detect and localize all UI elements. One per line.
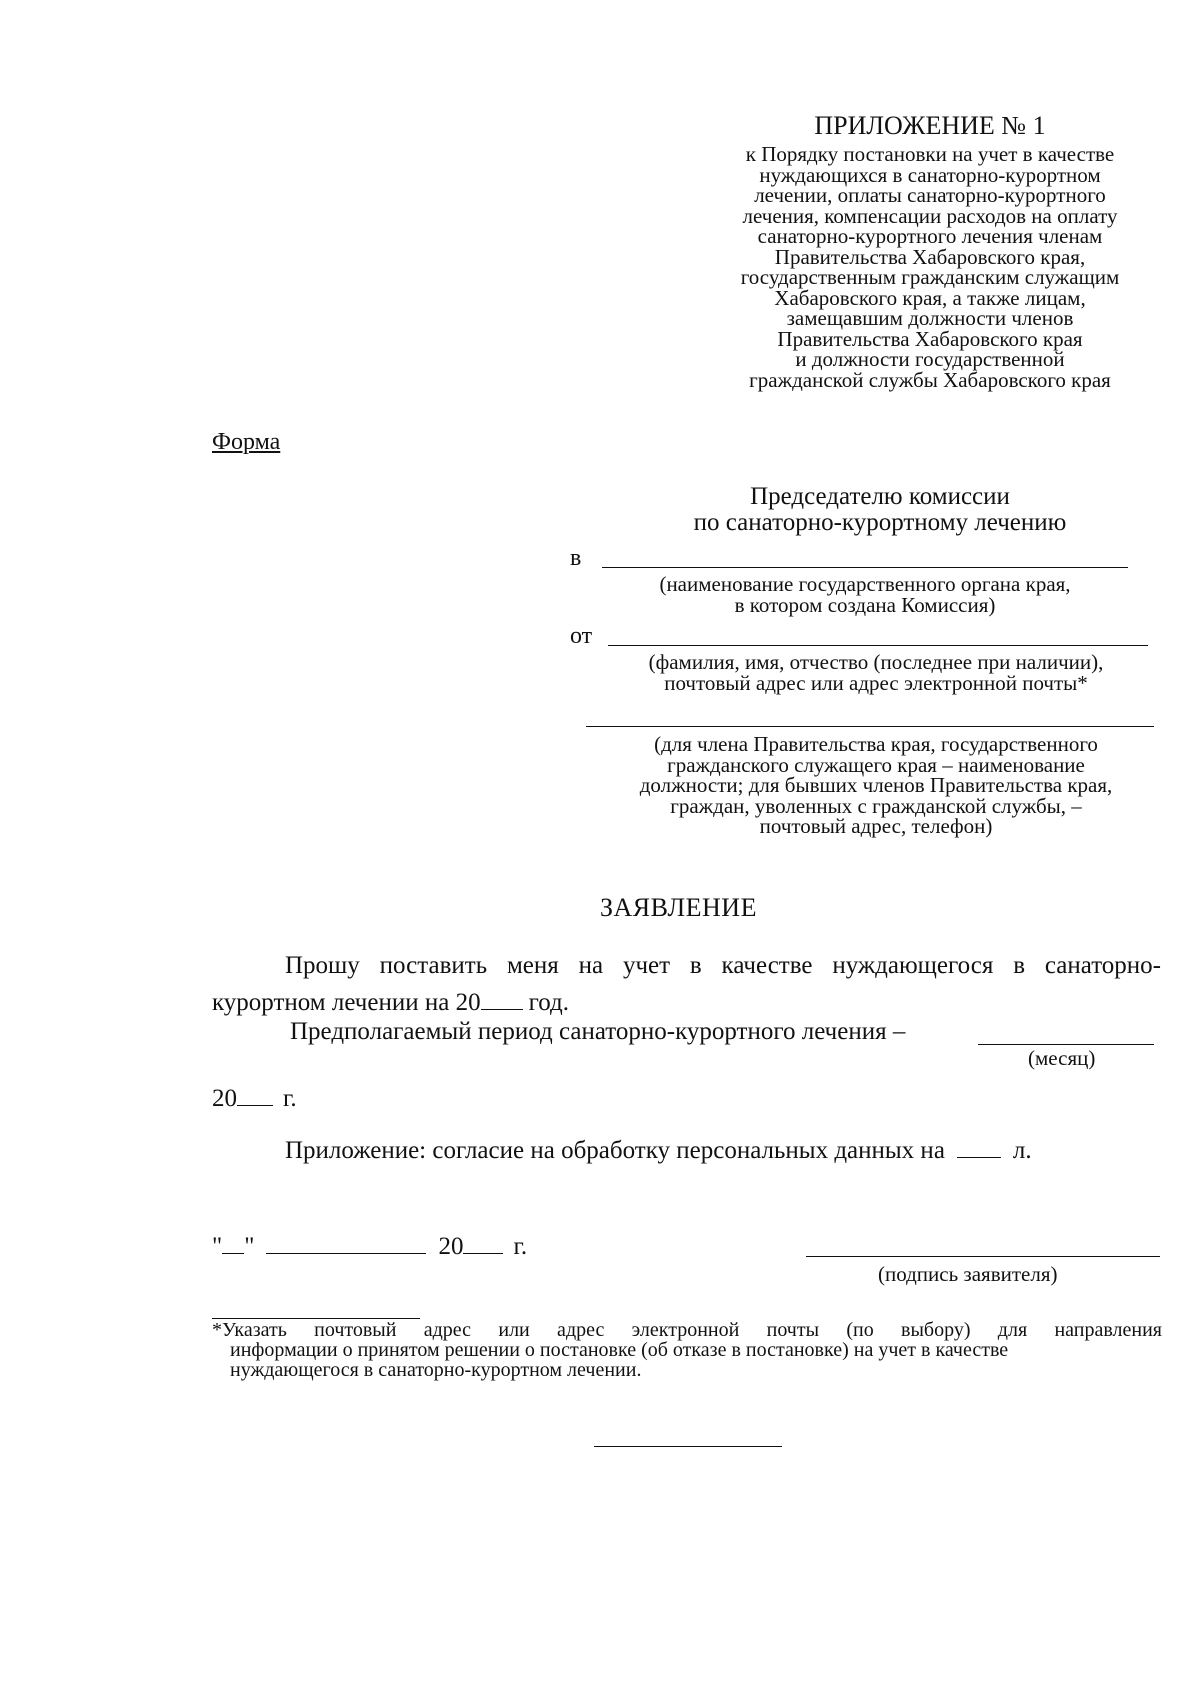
- applicant-hint-line-2: почтовый адрес или адрес электронной почты*: [664, 670, 1088, 695]
- date-year-field[interactable]: [463, 1228, 503, 1254]
- position-hint-line: должности; для бывших членов Правительства края,: [639, 773, 1113, 797]
- organization-hint: [602, 574, 1128, 615]
- date-year-suffix: г.: [513, 1233, 528, 1260]
- attachment-line: [285, 1132, 1032, 1165]
- position-hint-line: (для члена Правительства края, государственного: [654, 732, 1098, 756]
- position-hint-line: граждан, уволенных с гражданской службы, –: [670, 793, 1082, 818]
- period-year-prefix: 20: [212, 1085, 237, 1112]
- attachment-label: Приложение: согласие на обработку персональных данных на: [285, 1137, 945, 1164]
- date-month-field[interactable]: [266, 1228, 426, 1254]
- in-label: в: [570, 545, 582, 571]
- appendix-line: Правительства Хабаровского края,: [774, 244, 1086, 269]
- date-line: [212, 1228, 527, 1261]
- date-quote-close: ": [244, 1233, 255, 1260]
- position-field[interactable]: [586, 726, 1154, 727]
- appendix-line: санаторно-курортного лечения членам: [757, 224, 1103, 248]
- footnote: [212, 1320, 1162, 1380]
- document-heading: ЗАЯВЛЕНИЕ: [600, 893, 757, 922]
- date-quote-open: ": [212, 1233, 223, 1260]
- request-year-prefix: курортном лечении на 20: [212, 989, 481, 1016]
- signature-hint: (подпись заявителя): [878, 1262, 1058, 1286]
- addressee-line-1: Председателю комиссии: [750, 483, 1010, 510]
- form-label: Форма: [212, 429, 281, 455]
- period-year-line: [212, 1080, 297, 1113]
- appendix-line: нуждающихся в санаторно-курортном: [759, 162, 1101, 187]
- date-year-prefix: 20: [438, 1233, 464, 1260]
- period-year-suffix: г.: [283, 1085, 297, 1112]
- appendix-line: лечения, компенсации расходов на оплату: [742, 203, 1118, 228]
- signature-field[interactable]: [806, 1256, 1160, 1257]
- period-month-hint: (месяц): [1028, 1046, 1096, 1070]
- appendix-line: Хабаровского края, а также лицам,: [774, 285, 1086, 310]
- date-day-field[interactable]: [222, 1228, 244, 1254]
- period-year-field[interactable]: [237, 1080, 273, 1106]
- appendix-description: [690, 144, 1170, 390]
- position-hint-line: почтовый адрес, телефон): [759, 814, 993, 838]
- period-month-field[interactable]: [978, 1044, 1154, 1045]
- applicant-hint: [598, 652, 1154, 693]
- period-label: Предполагаемый период санаторно-курортного лечения –: [290, 1018, 906, 1045]
- footnote-line-2: информации о принятом решении о постановке (об отказе в постановке) на учет в качестве: [230, 1339, 1009, 1361]
- addressee-line-2: по санаторно-курортному лечению: [693, 509, 1067, 536]
- period-line: [290, 1018, 905, 1046]
- attachment-suffix: л.: [1012, 1137, 1032, 1164]
- appendix-line: и должности государственной: [795, 347, 1065, 371]
- appendix-line: лечении, оплаты санаторно-курортного: [754, 183, 1106, 207]
- addressee-block: [600, 484, 1160, 536]
- applicant-hint-line-1: (фамилия, имя, отчество (последнее при наличии),: [648, 650, 1104, 674]
- request-year-suffix: год.: [528, 989, 569, 1016]
- appendix-line: государственным гражданским служащим: [740, 265, 1120, 289]
- position-hint-line: гражданского служащего края – наименование: [667, 752, 1085, 777]
- appendix-line: к Порядку постановки на учет в качестве: [745, 142, 1115, 166]
- from-label: от: [570, 623, 593, 649]
- appendix-title: ПРИЛОЖЕНИЕ № 1: [814, 111, 1046, 140]
- appendix-line: замещавшим должности членов: [786, 306, 1074, 330]
- organization-hint-line-1: (наименование государственного органа края,: [659, 572, 1071, 596]
- request-year-field[interactable]: [481, 984, 523, 1010]
- attachment-pages-field[interactable]: [957, 1132, 1001, 1158]
- request-line-2: [212, 984, 569, 1017]
- organization-field[interactable]: [602, 567, 1128, 568]
- footnote-line-3: нуждающегося в санаторно-курортном лечении.: [230, 1359, 642, 1381]
- appendix-line: Правительства Хабаровского края: [777, 326, 1083, 351]
- footnote-line-1: *Указать почтовый адрес или адрес электронной почты (по выбору) для направления: [212, 1319, 1162, 1341]
- position-hint: [592, 734, 1160, 837]
- organization-hint-line-2: в котором создана Комиссия): [734, 592, 996, 617]
- request-line-1: Прошу поставить меня на учет в качестве нуждающегося в санаторно-: [285, 952, 1161, 979]
- applicant-field[interactable]: [608, 645, 1148, 646]
- end-separator: [594, 1446, 782, 1447]
- appendix-line: гражданской службы Хабаровского края: [749, 367, 1111, 392]
